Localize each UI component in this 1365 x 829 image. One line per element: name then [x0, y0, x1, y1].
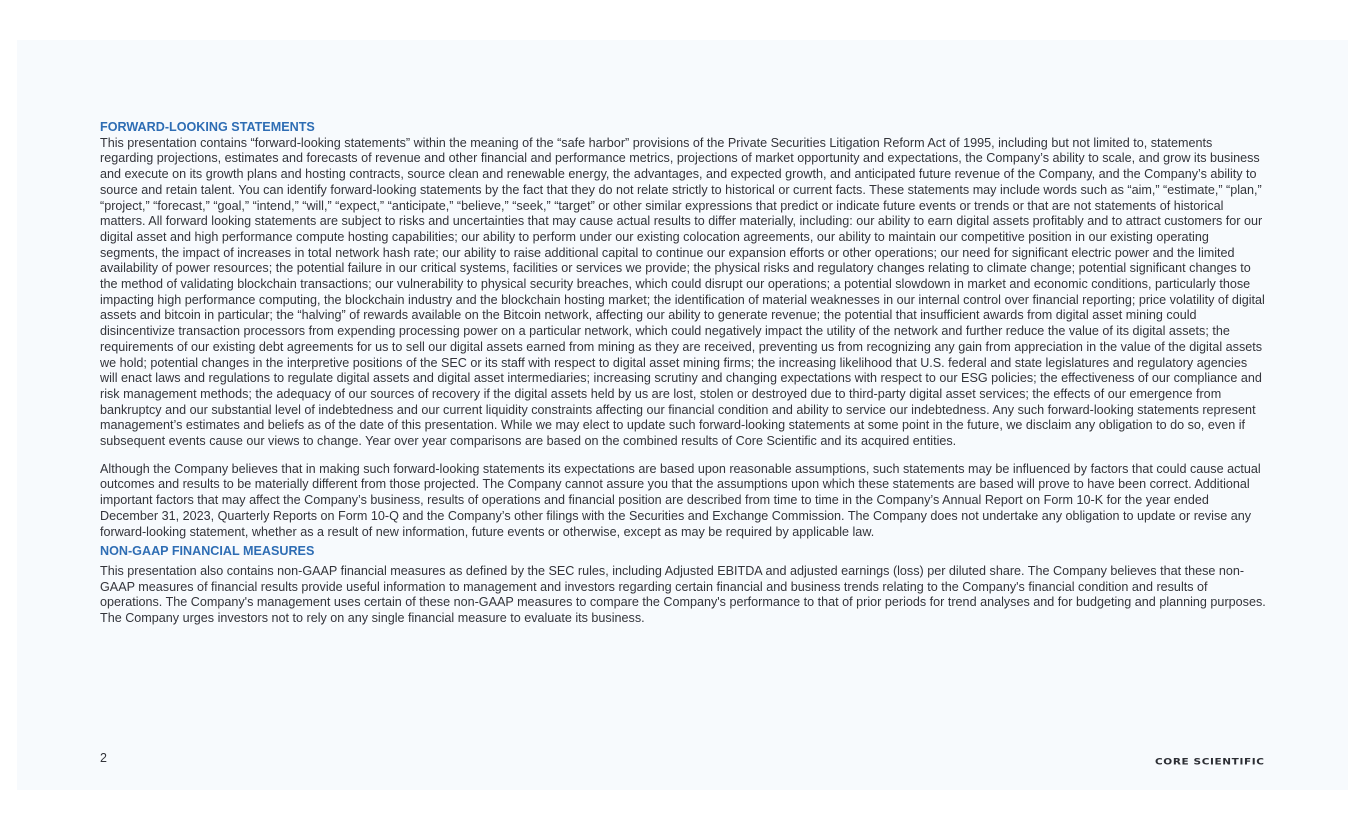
non-gaap-heading: NON-GAAP FINANCIAL MEASURES — [100, 544, 315, 559]
forward-looking-paragraph-2: Although the Company believes that in making such forward-looking statements its expectations are based upon reasonable assumptions, such statements may be influenced by factors that could cause actual outcomes and results to be materially different from those projected. The Company cannot assure you that the assumptions upon which these statements are based will prove to have been correct. Additional important factors that may affect the Company’s business, results of operations and financial position are described from time to time in the Company’s Annual Report on Form 10-K for the year ended December 31, 2023, Quarterly Reports on Form 10-Q and the Company’s other filings with the Securities and Exchange Commission. The Company does not undertake any obligation to update or revise any forward-looking statement, whether as a result of new information, future events or otherwise, except as may be required by applicable law. — [100, 461, 1261, 539]
forward-looking-heading: FORWARD-LOOKING STATEMENTS — [100, 120, 315, 134]
page-number: 2 — [100, 751, 107, 765]
forward-looking-paragraph-1: This presentation contains “forward-looking statements” within the meaning of the “safe harbor” provisions of the Private Securities Litigation Reform Act of 1995, including but not limited to, statements regarding projections, estimates and forecasts of revenue and other financial and performance metrics, projections of market opportunity and expectations, the Company’s ability to scale, and grow its business and execute on its growth plans and hosting contracts, source clean and renewable energy, the advantages, and expected growth, and anticipated future revenue of the Company, and the Company’s ability to source and retain talent. You can identify forward-looking statements by the fact that they do not relate strictly to historical or current facts. These statements may include words such as “aim,” “estimate,” “plan,” “project,” “forecast,” “goal,” “intend,” “will,” “expect,” “anticipate,” “believe,” “seek,” “target” or other similar expressions that predict or indicate future events or trends or that are not statements of historical matters. All forward looking statements are subject to risks and uncertainties that may cause actual results to differ materially, including: our ability to earn digital assets profitably and to attract customers for our digital asset and high performance compute hosting capabilities; our ability to perform under our existing colocation agreements, our ability to maintain our competitive position in our existing operating segments, the impact of increases in total network hash rate; our ability to raise additional capital to continue our expansion efforts or other operations; our need for significant electric power and the limited availability of power resources; the potential failure in our critical systems, facilities or services we provide; the physical risks and regulatory changes relating to climate change; potential significant changes to the method of validating blockchain transactions; our vulnerability to physical security breaches, which could disrupt our operations; a potential slowdown in market and economic conditions, particularly those impacting high performance computing, the blockchain industry and the blockchain hosting market; the identification of material weaknesses in our internal control over financial reporting; price volatility of digital assets and bitcoin in particular; the “halving” of rewards available on the Bitcoin network, affecting our ability to generate revenue; the potential that insufficient awards from digital asset mining could disincentivize transaction processors from expending processing power on a particular network, which could negatively impact the utility of the network and further reduce the value of its digital assets; the requirements of our existing debt agreements for us to sell our digital assets earned from mining as they are received, preventing us from recognizing any gain from appreciation in the value of the digital assets we hold; potential changes in the interpretive positions of the SEC or its staff with respect to digital asset mining firms; the increasing likelihood that U.S. federal and state legislatures and regulatory agencies will enact laws and regulations to regulate digital assets and digital asset intermediaries; increasing scrutiny and changing expectations with respect to our ESG policies; the effectiveness of our compliance and risk management methods; the adequacy of our sources of recovery if the digital assets held by us are lost, stolen or destroyed due to third-party digital asset services; the effects of our emergence from bankruptcy and our substantial level of indebtedness and our current liquidity constraints affecting our financial condition and ability to service our indebtedness. Any such forward-looking statements represent management’s estimates and beliefs as of the date of this presentation. While we may elect to update such forward-looking statements at some point in the future, we disclaim any obligation to do so, even if subsequent events cause our views to change. Year over year comparisons are based on the combined results of Core Scientific and its acquired entities. — [100, 135, 1265, 449]
paragraph-spacer — [100, 450, 1266, 462]
slide-content — [100, 120, 1266, 627]
core-scientific-logo: CORE SCIENTIFIC — [1155, 756, 1265, 768]
slide — [17, 40, 1348, 790]
non-gaap-paragraph: This presentation also contains non-GAAP financial measures as defined by the SEC rules, including Adjusted EBITDA and adjusted earnings (loss) per diluted share. The Company believes that these non-GAAP measures of financial results provide useful information to management and investors regarding certain financial and business trends relating to the Company's financial condition and results of operations. The Company's management uses certain of these non-GAAP measures to compare the Company's performance to that of prior periods for trend analyses and for budgeting and planning purposes. The Company urges investors not to rely on any single financial measure to evaluate its business. — [100, 563, 1266, 626]
